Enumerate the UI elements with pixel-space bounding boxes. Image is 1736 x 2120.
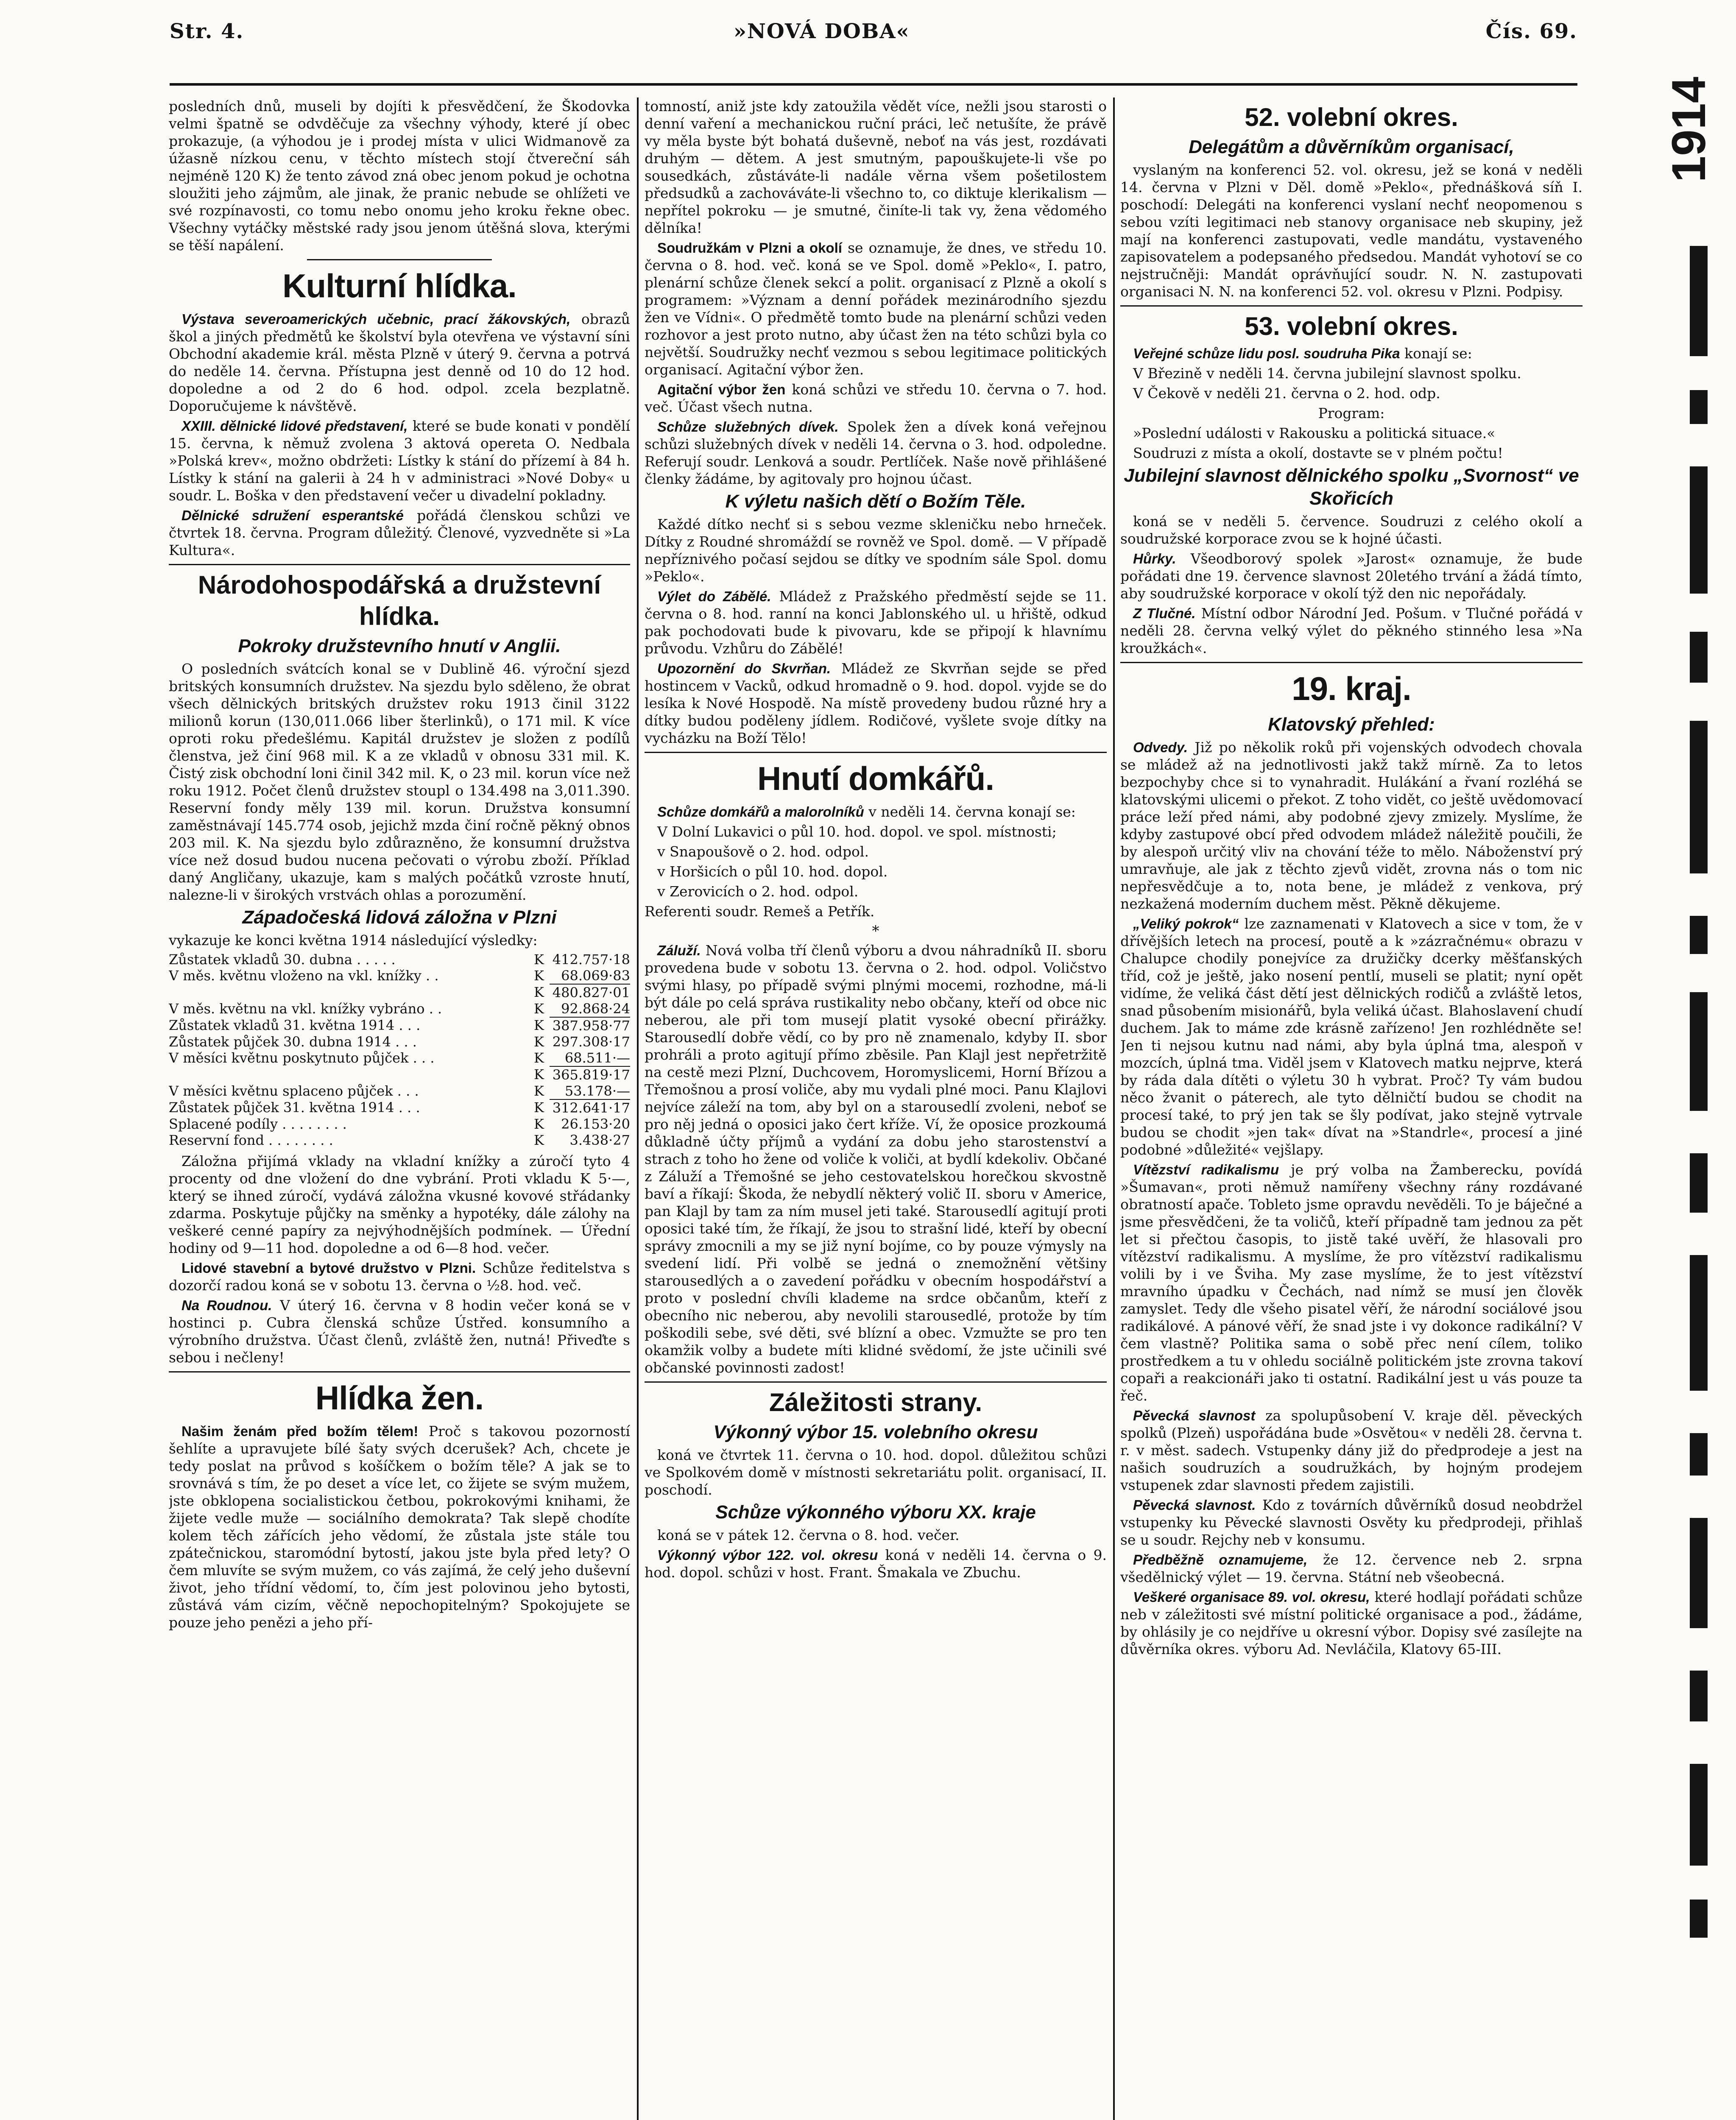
column-2 [645, 98, 1107, 2120]
table-row: V měsíci květnu splaceno půjček . . . K 53.178·— [169, 1083, 630, 1099]
article-xxiii: XXIII. dělnické lidové představení, které se bude konati v pondělí 15. června, k němuž zvolena 3 aktová opereta O. Nedbala »Polská krev«, možno obdržeti: Lístky k stání do přízemí à 84 h. Lístky k stání na galerii à 24 h v administraci »Nové Doby« u soudr. L. Boška v den představení večer u divadelní pokladny. [169, 418, 630, 504]
referenti: Referenti soudr. Remeš a Petřík. [645, 903, 875, 920]
table-row: K 365.819·17 [534, 1066, 630, 1083]
article-organisace: Veškeré organisace 89. vol. okresu, které hodlají pořádati schůze neb v záležitosti své místní politické organisace a pod., žádáme, by ohlásily je co nejdříve u okresní výbor. Dopisy své zasílejte na důvěrníka okres. výboru Ad. Nevláčila, Klatovy 65-III. [1120, 1589, 1582, 1657]
article-pevecka2: Pěvecká slavnost. Kdo z továrních důvěrníků dosud neobdržel vstupenky ku Pěvecké slavnosti Osvěty ku předprodeji, přihlaš se u soudr. Rejchy neb v konsumu. [1120, 1497, 1582, 1548]
article-vybor15: koná ve čtvrtek 11. června o 10. hod. dopol. důležitou schůzi ve Spolkovém domě v místnosti sekretariátu polit. organisací, II. poschodí. [645, 1447, 1107, 1498]
table-row: Zůstatek půjček 30. dubna 1914 . . . K 297.308·17 [169, 1034, 630, 1050]
section-title-zalezitosti: Záležitosti strany. [769, 1388, 982, 1417]
article-zabeli: Výlet do Zábělé. Mládež z Pražského předměstí sejde se 11. června o 8. hod. ranní na konci Jablonského ul. u hřiště, odkud pak pochodovati bude k pivovaru, kde se připojí k hlavnímu průvodu. Vzhůru do Zábělé! [645, 588, 1107, 657]
financial-table [169, 951, 630, 1148]
section-title-okres53: 53. volební okres. [1245, 312, 1458, 340]
newspaper-title: »NOVÁ DOBA« [734, 20, 910, 43]
column-3 [1120, 98, 1582, 2120]
article-title-vylet: K výletu našich dětí o Božím Těle. [725, 491, 1026, 512]
section-title-kulturni: Kulturní hlídka. [282, 267, 516, 304]
program-label: Program: [1318, 405, 1385, 421]
article-zalozna: Záložna přijímá vklady na vkladní knížky a zúročí tyto 4 procenty od dne vložení do dne vybrání. Proti vkladu K 5·—, který se ihned zúročí, vydává záložna vkusné kovové střádanky zdarma. Poskytuje půjčky na směnky a hypotéky, dále zálohy na veškeré cenné papíry za nejvýhodnějších podmínek. — Úřední hodiny od 9—11 hod. dopoledne a od 6—8 hod. večer. [169, 1153, 630, 1256]
article-vybor122: Výkonný výbor 122. vol. okresu koná v neděli 14. června o 9. hod. dopol. schůzi v host. Frant. Šmakala ve Zbuchu. [645, 1547, 1107, 1581]
margin-stamp-bars [1673, 119, 1722, 2069]
divider [169, 1371, 630, 1372]
event-brezine: V Březině v neděli 14. června jubilejní slavnost spolku. [1133, 365, 1521, 382]
divider [169, 564, 630, 565]
section-title-hnuti: Hnutí domkářů. [757, 760, 994, 797]
table-row: K 480.827·01 [534, 984, 630, 1001]
table-row: V měs. květnu vloženo na vkl. knížky . . K 68.069·83 [169, 968, 630, 984]
article-title-vybor15: Výkonný výbor 15. volebního okresu [713, 1422, 1038, 1442]
table-row: Reservní fond . . . . . . . . K 3.438·27 [169, 1132, 630, 1148]
table-row: V měs. květnu na vkl. knížky vybráno . . K 92.868·24 [169, 1001, 630, 1017]
article-hurky: Hůrky. Všeodborový spolek »Jarost« oznamuje, že bude pořádati dne 19. července slavnost 20letého trvání a žádá tímto, aby soudružské korporace v okolí týž den nic nepořádaly. [1120, 550, 1582, 602]
list-item: v Snapoušově o 2. hod. odpol. [657, 843, 869, 860]
table-row: Zůstatek vkladů 30. dubna . . . . . K 412.757·18 [169, 951, 630, 968]
table-row: Zůstatek půjček 31. května 1914 . . . K 312.641·17 [169, 1099, 630, 1116]
article-title-jubilejni: Jubilejní slavnost dělnického spolku „Svornost“ ve Skořicích [1124, 465, 1579, 509]
section-title-okres52: 52. volební okres. [1245, 103, 1458, 131]
section-subtitle-klatovsky: Klatovský přehled: [1268, 714, 1435, 735]
article-jubilejni: koná se v neděli 5. července. Soudruzi z celého okolí a soudružské korporace zvou se k hojné účasti. [1120, 513, 1582, 547]
divider [1120, 662, 1582, 663]
col2-intro: tomností, aniž jste kdy zatoužila vědět více, nežli jsou starosti o denní vaření a mechanickou ruční práci, leč netušíte, že právě vy měla byste být bohatá duševně, neboť na vás jest, rozdávati druhým — dětem. A jest smutným, papouškujete-li vše po sousedkách, zůstáváte-li nadále věrna všem pošetilostem předsudků a zachováváte-li všechno to, co diktuje klerikalism — nepřítel pokroku — je smutné, činíte-li tak vy, žena vědomého dělníka! [645, 98, 1107, 236]
article-delegatum: vyslaným na konferenci 52. vol. okresu, jež se koná v neděli 14. června v Plzni v Děl. domě »Peklo«, přednášková síň I. poschodí: Delegáti na konferenci vyslaní nechť neopomenou s sebou vzíti legitimaci neb stanovy organisace neb skupiny, jež mají na konferenci zastupovati, vedle mandátu, vystaveného zapisovatelem a podepsaného předsedou. Mandát vyhotoví se co nejstručněji: Mandát oprávňující soudr. N. N. zastupovati organisaci N. N. na konferenci 52. vol. okresu v Plzni. Podpisy. [1120, 162, 1582, 300]
article-tlucne: Z Tlučné. Místní odbor Národní Jed. Pošum. v Tlučné pořádá v neděli 28. června velký výlet do pěkného stinného lesa »Na kroužkách«. [1120, 605, 1582, 656]
program-text: »Poslední události v Rakousku a politická situace.« [1133, 425, 1496, 441]
article-title-delegatum: Delegátům a důvěrníkům organisací, [1189, 137, 1514, 157]
divider [645, 752, 1107, 753]
article-roudnou: Na Roudnou. V úterý 16. června v 8 hodin večer koná se v hostinci p. Cubra členská schůze Ústřed. konsumního a výrobního družstva. Účast členů, zvláště žen, nutná! Přiveďte s sebou i nečleny! [169, 1297, 630, 1366]
article-skvrnan: Upozornění do Skvrňan. Mládež ze Skvrňan sejde se před hostincem v Vacků, odkud hromadně o 9. hod. dopol. vyjde se do lesíka k Nové Hospodě. Na místě provedeny budou různé hry a dítky budou poděleny jídlem. Rodičové, vyšlete svoje dítky na vycházku na Boží Tělo! [645, 660, 1107, 746]
table-row: Splacené podíly . . . . . . . . K 26.153·20 [169, 1116, 630, 1132]
section-title-hlidka-zen: Hlídka žen. [315, 1379, 484, 1417]
table-row: V měsíci květnu poskytnuto půjček . . . K 68.511·— [169, 1050, 630, 1066]
article-domkaru: Schůze domkářů a malorolníků v neděli 14. června konají se: [657, 803, 1076, 820]
article-pevecka: Pěvecká slavnost za spolupůsobení V. kraje děl. pěveckých spolků (Plzeň) uspořádána bude »Osvětou« v neděli 28. června t. r. v měst. sadech. Vstupenky dány již do předprodeje a jest na našich soudruzích a soudružkách, by hojným prodejem vstupenek zdar slavnosti předem zajistili. [1120, 1407, 1582, 1493]
divider [645, 1381, 1107, 1383]
event-cekove: V Čekově v neděli 21. června o 2. hod. odp. [1133, 385, 1440, 402]
article-agitacni: Agitační výbor žen koná schůzi ve středu 10. června o 7. hod. več. Účast všech nutna. [645, 381, 1107, 415]
article-zaluzi: Záluží. Nová volba tří členů výboru a dvou náhradníků II. sboru provedena bude v sobotu 13. června o 2. hod. odpol. Voličstvo svými hlasy, po případě svými plnými mocemi, rozhodne, má-li být dále po celá správa rustikality nebo občany, kteří od obce nic neberou, ale při tom musejí platit vysoké obecní přirážky. Starousedlí dobře vědí, co by pro ně znamenalo, kdyby II. sbor prohráli a proto agitují přímo zběsile. Pan Klajl jest nepřetržitě na cestě mezi Plzní, Duchcovem, Horomyslicemi, Horní Břízou a Třemošnou a prosí voliče, aby mu vydali plné moci. Panu Klajlovi nejvíce záleží na tom, aby byl on a starousedlí zvoleni, neboť se pro něj jedná o oposici jako čert kříže. Ví, že oposice prozkoumá důkladně účty příjmů a vydání za dobu jeho starostenství a strach z toho ho žene od voliče k voliči, at bydlí kdekoliv. Občané z Záluží a Třemošné se jeho cestovatelskou horečkou skvostně baví a říkají: Škoda, že nebydlí některý volič II. sboru v Americe, pan Klajl by tam za ním musel jeti také. Starousedlí agitují proti oposici také tím, že říkají, že jsou to strašní lidé, kteří by obecní správy zmocnili a my se již nyní bojíme, co by pouze výmysly na svedení lidí. Při volbě se jedná o znemožnění většiny starousedlých a o zavedení pořádku v obecním hospodářství a proto v poslední chvíli klademe na srdce občanům, kteří z obecního nic neberou, aby nevolili starousedlé, protože by tím poškodili sebe, své děti, své blízní a obec. Vzmužte se pro ten okamžik volby a budete míti klidné svědomí, že jste učinili své občanské povinnosti zadost! [645, 942, 1107, 1376]
article-zenam: Našim ženám před božím tělem! Proč s takovou pozorností šehlíte a upravujete bílé šaty svých dcerušek? Ach, chcete je tedy poslat na průvod s košíčkem o božím těle? A jak se to srovnává s tím, že po deset a více let, co žijete se svým mužem, jste obklopena socialistickou četbou, pokrokovými knihami, že žijete vedle muže — sociálního demokrata? Tak slepě chodíte kolem těch zářících jeho vědomí, že zůstala jste stále tou zpátečnickou, staromódní bytostí, jakou jste byla před lety? O čem mluvíte se svým mužem, co vás zajímá, že celý jeho duševní život, jeho třídní vědomí, to, čím jest polovinou jeho bytosti, zůstává vám cizím, věčně nepochopitelným? Spokojujete se pouze jeho penězi a jeho pří- [169, 1423, 630, 1631]
divider [307, 259, 491, 260]
list-item: v Zerovicích o 2. hod. odpol. [657, 883, 859, 900]
article-predbezne: Předběžně oznamujeme, že 12. července neb 2. srpna všedělnický výlet — 19. června. Státní neb všeobecná. [1120, 1551, 1582, 1585]
article-soudruzkam: Soudružkám v Plzni a okolí se oznamuje, že dnes, ve středu 10. června o 8. hod. več. koná se ve Spol. domě »Peklo«, I. patro, plenární schůze členek sekcí a polit. organisací z Plzně a okolí s programem: »Význam a denní pořádek mezinárodního sjezdu žen ve Vídni«. O předmětě tomto bude na plenární schůzi veden rozhovor a jest proto nutno, aby účast žen na této schůzi byla co největší. Soudružky nechť vezmou s sebou legitimace politických organisací. Agitační výbor žen. [645, 240, 1107, 378]
list-item: V Dolní Lukavici o půl 10. hod. dopol. ve spol. místnosti; [657, 823, 1057, 840]
list-item: v Horšicích o půl 10. hod. dopol. [657, 863, 888, 880]
article-odvedy: Odvedy. Již po několik roků při vojenských odvodech chovala se mládež až na jednotlivosti jakž takž mírně. Za to letos bezpochyby chce si to vynahradit. Hulákání a řvaní rozléhá se klatovskými ulicemi o překot. Z toho vidět, co ještě uvědomovací práce leží před námi, aby podobné zjevy zmizely. Myslíme, že kdyby zastupové obcí před odvodem mládež náležitě poučili, že by alespoň určitý vliv na chování téže to mělo. Náboženství prý umravňuje, ale jak z těchto zjevů vidět, zrovna nás o tom nic nepřesvědčuje a to, nota bene, je mládež z venkova, prý nezkažená moderním duchem měst. Pěkně děkujeme. [1120, 739, 1582, 912]
article-divek: Schůze služebných dívek. Spolek žen a dívek koná veřejnou schůzi služebných dívek v neděli 14. června o 3. hod. odpoledne. Referují soudr. Lenková a soudr. Pertlíček. Naše nově přihlášené členky žádáme, by agitovaly pro hojnou účast. [645, 418, 1107, 487]
section-title-narodohosp: Národohospodářská a družstevní hlídka. [198, 571, 601, 630]
header-rule [170, 83, 1577, 86]
table-row: Zůstatek vkladů 31. května 1914 . . . K 387.958·77 [169, 1017, 630, 1034]
article-pokroky: O posledních svátcích konal se v Dublině 46. výroční sjezd britských konsumních družstev. Na sjezdu bylo sděleno, že obrat všech dělnických britských družstev roku 1913 činil 3122 milionů korun (130,011.066 liber šterlinků), o 171 mil. K více oproti roku předešlému. Kapitál družstev je složen z podílů členstva, jež činí 968 mil. K a ze vkladů v obnosu 331 mil. K. Čistý zisk obchodní loni činil 342 mil. K, o 23 mil. korun více než roku 1912. Počet členů družstev stoupl o 134.498 na 3,011.390. Reservní fondy měly 139 mil. korun. Družstva konsumní zaměstnávají 145.774 osob, jejichž mzda činí ročně pěkný obnos 203 mil. K. Na sjezdu bylo zdůrazněno, že konsumní družstva více než dosud budou nucena pečovati o výrobu zboží. Příklad daný Angličany, ukazuje, kam s malých počátků vzroste hnutí, nalezne-li v širokých vrstvách ohlas a porozumění. [169, 661, 630, 903]
article-title-zalozna: Západočeská lidová záložna v Plzni [242, 907, 557, 928]
column-rule-2 [1113, 98, 1115, 2120]
col1-intro: posledních dnů, museli by dojíti k přesvědčení, že Škodovka velmi špatně se odvděčuje za všechny výhody, které jí obec prokazuje, (a výhodou je i prodej místa v ulici Widmanově za úžasně nízkou cenu, v těchto místech stojí čtvereční sáh nejméně 120 K) že tento závod zná obec jenom pokud je ochotna sloužiti jeho zájmům, ale jinak, že pranic nebude se ohlížeti ve své rozpínavosti, co tomu nebo onomu jeho kroku řekne obec. Všechny vytáčky městské rady jsou jenom útěšná slova, kterými se těší napálení. [169, 98, 630, 254]
article-stavebni: Lidové stavební a bytové družstvo v Plzni. Schůze ředitelstva s dozorčí radou koná se v sobotu 13. června o ½8. hod. več. [169, 1260, 630, 1294]
article-title-pokroky: Pokroky družstevního hnutí v Anglii. [238, 636, 561, 656]
article-pika: Veřejné schůze lidu posl. soudruha Pika konají se: [1133, 345, 1472, 362]
divider [1120, 305, 1582, 307]
column-1 [169, 98, 630, 2120]
separator-star: * [872, 923, 879, 940]
article-vystava: Výstava severoamerických učebnic, prací žákovských, obrazů škol a jiných předmětů ke školství byla otevřena ve výstavní síni Obchodní akademie král. města Plzně v úterý 9. června a potrvá do neděle 14. června. Přístupna jest denně od 10 do 12 hod. dopoledne a od 2 do 6 hod. odpol. zcela bezplatně. Doporučujeme k návštěvě. [169, 311, 630, 414]
column-rule-1 [637, 98, 639, 2120]
call-soudruzi: Soudruzi z místa a okolí, dostavte se v plném počtu! [1133, 445, 1503, 461]
article-title-vybor20: Schůze výkonného výboru XX. kraje [715, 1502, 1036, 1523]
zalozna-intro: vykazuje ke konci května 1914 následující výsledky: [169, 932, 538, 948]
article-esperanto: Dělnické sdružení esperantské pořádá členskou schůzi ve čtvrtek 18. června. Program důležitý. Členové, vyzvedněte si »La Kultura«. [169, 507, 630, 558]
article-pokrok: „Veliký pokrok“ lze zaznamenati v Klatovech a sice v tom, že v dřívějších letech na procesí, poutě a k »zázračnému« obrazu v Chalupce chodily ponejvíce za družičky dcerky měšťanských tříd, což je ještě, jako nosení pentlí, museli se platit; nyní opět vidíme, že veliká část dětí jest dělnických rodičů a zvláště letos, snad působením misionářů, byla veliká účast. Blahoslavení chudí duchem. Jak to máme zde krásně zařízeno! Jen rozhlédněte se! Jen ti nejsou kutnu nad námi, aby byla úplná tma, alespoň v mozcích, úplná tma. Viděl jsem v Klatovech matku nejprve, která by ráda dala dítěti o výletu 30 h vybrat. Proč? Ty vám budou něco žvanit o páterech, ale tyto dělničtí budou se chodit na procesí také, to prý jen tak se šly podívat, jako stejně vytrvale budou se chodit »jen tak« dívat na »Standrle«, procesí a jiné podobné »důležité« vejšlapy. [1120, 915, 1582, 1158]
article-vybor20: koná se v pátek 12. června o 8. hod. večer. [657, 1527, 960, 1543]
article-vitezstvi: Vítězství radikalismu je prý volba na Žamberecku, povídá »Šumavan«, proti němuž namířeny všechny rány rozdávané obratností apače. Tobleto jsme opravdu nevěděli. To je báječné a jsme přesvědčeni, že ta voličů, kteří případně tam jednou za pět let si přečtou časopis, to jistě také uvěří, že hlasovali pro vítězství radikalismu. A myslíme, že pro vítězství radikalismu volili by i ve Šviha. My zase myslíme, že to jest vítězství mravního úpadku v Čechách, nad nímž se musí jen člověk zamyslet. Tedy dle všeho pisatel věří, že národní sociálové jsou radikálové. A pánové věří, že snad jste i vy dokonce radikální? V čem vlastně? Politika sama o sobě přec není cílem, toliko prostředkem a tu v ohledu sociálně politickém jste zrovna takoví copaři a reakcionáři jako ti ostatní. Radikální jest u vás pouze ta řeč. [1120, 1161, 1582, 1404]
issue-number: Čís. 69. [1485, 20, 1577, 43]
section-title-kraj19: 19. kraj. [1292, 670, 1411, 707]
margin-stamp-year: 1914 [1662, 76, 1715, 182]
page-header [170, 17, 1577, 53]
article-vylet: Každé dítko nechť si s sebou vezme skleničku nebo hrneček. Dítky z Roudné shromáždí se rovněž ve Spol. domě. — V případě nepříznivého počasí sejdou se dítky ve spodním sále Spol. domu »Peklo«. [645, 516, 1107, 585]
page-number: Str. 4. [170, 20, 244, 43]
